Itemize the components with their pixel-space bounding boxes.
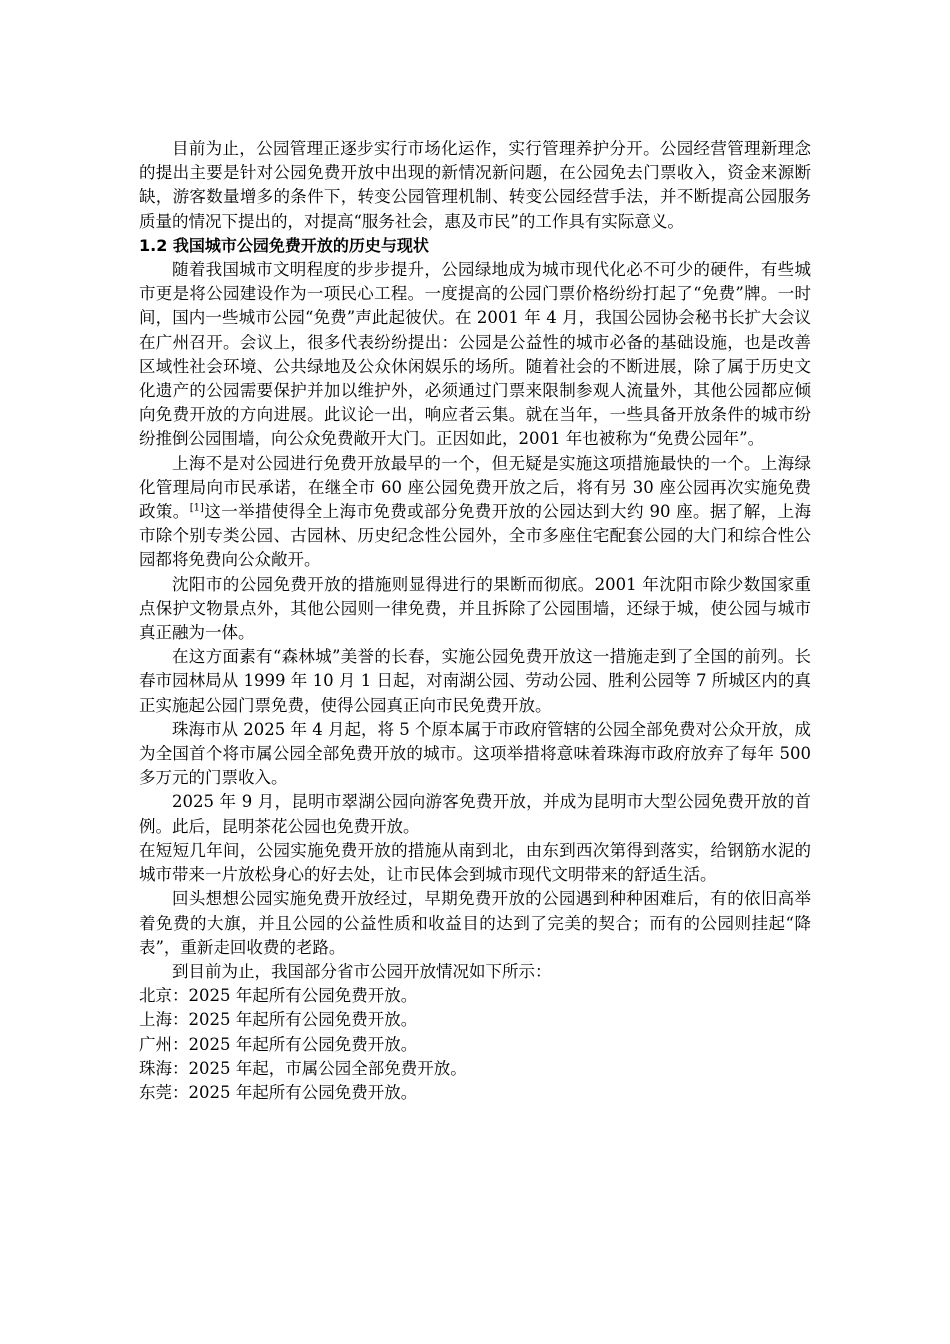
list-item-zhuhai: 珠海：2025 年起，市属公园全部免费开放。 xyxy=(139,1058,467,1078)
paragraph-kunming: 2025 年 9 月，昆明市翠湖公园向游客免费开放，并成为昆明市大型公园免费开放的首例。此后，昆明茶花公园也免费开放。 xyxy=(139,792,811,836)
list-item-beijing: 北京：2025 年起所有公园免费开放。 xyxy=(139,986,418,1006)
paragraph-2001-free-park-year: 随着我国城市文明程度的步步提升，公园绿地成为城市现代化必不可少的硬件，有些城市更是将公园建设作为一项民心工程。一度提高的公园门票价格纷纷打起了“免费”牌。一时间，国内一些城市公园“免费”声此起彼伏。在 2001 年 4 月，我国公园协会秘书长扩大会议在广州召开。会议上，很多代表纷纷提出：公园是公益性的城市必备的基础设施，也是改善区域性社会环境、公共绿地及公众休闲娱乐的场所。随着社会的不断进展，除了属于历史文化遗产的公园需要保护并加以维护外，必须通过门票来限制参观人流量外，其他公园都应倾向免费开放的方向进展。此议论一出，响应者云集。就在当年，一些具备开放条件的城市纷纷推倒公园围墙，向公众免费敞开大门。正因如此，2001 年也被称为“免费公园年”。 xyxy=(139,260,811,449)
paragraph-shanghai xyxy=(139,452,811,573)
list-item-guangzhou: 广州：2025 年起所有公园免费开放。 xyxy=(139,1034,418,1054)
list-item-dongguan: 东莞：2025 年起所有公园免费开放。 xyxy=(139,1082,418,1102)
intro-paragraph: 目前为止，公园管理正逐步实行市场化运作，实行管理养护分开。公园经营管理新理念的提出主要是针对公园免费开放中出现的新情况新问题，在公园免去门票收入，资金来源断缺，游客数量增多的条件下，转变公园管理机制、转变公园经营手法，并不断提高公园服务质量的情况下提出的，对提高“服务社会，惠及市民”的工作具有实际意义。 xyxy=(139,139,811,231)
paragraph-changchun: 在这方面素有“森林城”美誉的长春，实施公园免费开放这一措施走到了全国的前列。长春市园林局从 1999 年 10 月 1 日起，对南湖公园、劳动公园、胜利公园等 7 所城区内的真正实施起公园门票免费，使得公园真正向市民免费开放。 xyxy=(139,647,811,715)
section-heading: 1.2 我国城市公园免费开放的历史与现状 xyxy=(139,235,429,255)
paragraph-list-intro: 到目前为止，我国部分省市公园开放情况如下所示： xyxy=(172,961,552,981)
paragraph-shenyang: 沈阳市的公园免费开放的措施则显得进行的果断而彻底。2001 年沈阳市除少数国家重点保护文物景点外，其他公园则一律免费，并且拆除了公园围墙，还绿于城，使公园与城市真正融为一体。 xyxy=(139,574,811,643)
citation-marker[interactable]: [1] xyxy=(189,502,204,514)
paragraph-shanghai-text-before: 上海不是对公园进行免费开放最早的一个，但无疑是实施这项措施最快的一个。上海绿化管理局向市民承诺，在继全市 60 座公园免费开放之后，将有另 30 座公园再次实施免费政策。 xyxy=(139,453,811,522)
document-body xyxy=(139,137,811,1105)
paragraph-zhuhai: 珠海市从 2025 年 4 月起，将 5 个原本属于市政府管辖的公园全部免费对公众开放，成为全国首个将市属公园全部免费开放的城市。这项举措将意味着珠海市政府放弃了每年 500 多万元的门票收入。 xyxy=(139,719,811,788)
paragraph-shanghai-text-after: 这一举措使得全上海市免费或部分免费开放的公园达到大约 90 座。据了解，上海市除个别专类公园、古园林、历史纪念性公园外，全市多座住宅配套公园的大门和综合性公园都将免费向公众敞开。 xyxy=(139,502,811,570)
paragraph-retrospect: 回头想想公园实施免费开放经过，早期免费开放的公园遇到种种困难后，有的依旧高举着免费的大旗，并且公园的公益性质和收益目的达到了完美的契合；而有的公园则挂起“降表”，重新走回收费的老路。 xyxy=(139,889,811,957)
city-list xyxy=(139,984,811,1105)
paragraph-summary: 在短短几年间，公园实施免费开放的措施从南到北，由东到西次第得到落实，给钢筋水泥的城市带来一片放松身心的好去处，让市民体会到城市现代文明带来的舒适生活。 xyxy=(139,840,811,885)
list-item-shanghai: 上海：2025 年起所有公园免费开放。 xyxy=(139,1010,418,1030)
